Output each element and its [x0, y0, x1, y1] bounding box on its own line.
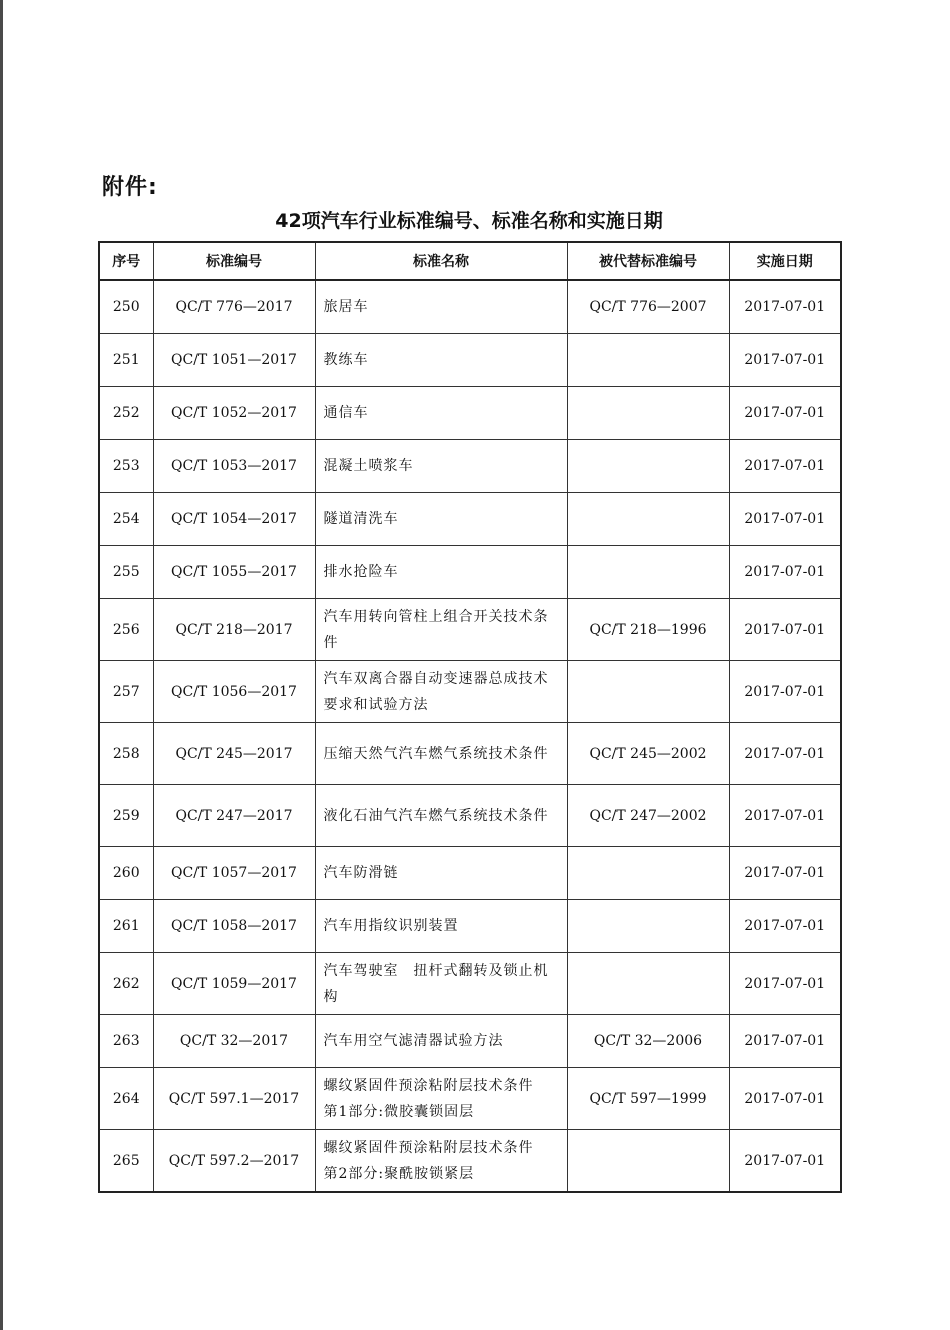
table-row [99, 334, 841, 387]
table-row [99, 546, 841, 599]
seq-cell: 250 [99, 280, 153, 334]
name-cell: 教练车 [315, 334, 567, 387]
name-cell: 汽车防滑链 [315, 847, 567, 900]
code-cell: QC/T 1054—2017 [153, 493, 315, 546]
replaced-cell [567, 953, 729, 1015]
name-cell: 旅居车 [315, 280, 567, 334]
table-row [99, 599, 841, 661]
replaced-cell [567, 387, 729, 440]
seq-cell: 263 [99, 1015, 153, 1068]
table-row [99, 440, 841, 493]
code-cell: QC/T 1052—2017 [153, 387, 315, 440]
seq-cell: 261 [99, 900, 153, 953]
seq-cell: 264 [99, 1068, 153, 1130]
date-cell: 2017-07-01 [729, 661, 841, 723]
code-cell: QC/T 1056—2017 [153, 661, 315, 723]
seq-cell: 260 [99, 847, 153, 900]
date-cell: 2017-07-01 [729, 334, 841, 387]
code-cell: QC/T 32—2017 [153, 1015, 315, 1068]
replaced-cell [567, 546, 729, 599]
code-cell: QC/T 1058—2017 [153, 900, 315, 953]
header-replaced: 被代替标准编号 [567, 242, 729, 280]
date-cell: 2017-07-01 [729, 1015, 841, 1068]
replaced-cell [567, 847, 729, 900]
header-name: 标准名称 [315, 242, 567, 280]
replaced-cell: QC/T 776—2007 [567, 280, 729, 334]
code-cell: QC/T 776—2017 [153, 280, 315, 334]
replaced-cell: QC/T 218—1996 [567, 599, 729, 661]
seq-cell: 253 [99, 440, 153, 493]
table-row [99, 1068, 841, 1130]
standards-table [98, 241, 842, 1193]
code-cell: QC/T 1053—2017 [153, 440, 315, 493]
replaced-cell [567, 493, 729, 546]
date-cell: 2017-07-01 [729, 953, 841, 1015]
name-cell: 汽车双离合器自动变速器总成技术要求和试验方法 [315, 661, 567, 723]
seq-cell: 251 [99, 334, 153, 387]
table-row [99, 280, 841, 334]
name-cell: 螺纹紧固件预涂粘附层技术条件 第2部分:聚酰胺锁紧层 [315, 1130, 567, 1193]
date-cell: 2017-07-01 [729, 440, 841, 493]
table-row [99, 1130, 841, 1193]
date-cell: 2017-07-01 [729, 1130, 841, 1193]
table-row [99, 900, 841, 953]
replaced-cell: QC/T 32—2006 [567, 1015, 729, 1068]
header-seq: 序号 [99, 242, 153, 280]
table-row [99, 387, 841, 440]
replaced-cell [567, 334, 729, 387]
table-header-row [99, 242, 841, 280]
date-cell: 2017-07-01 [729, 723, 841, 785]
name-cell: 汽车用空气滤清器试验方法 [315, 1015, 567, 1068]
seq-cell: 265 [99, 1130, 153, 1193]
seq-cell: 259 [99, 785, 153, 847]
date-cell: 2017-07-01 [729, 387, 841, 440]
name-cell: 通信车 [315, 387, 567, 440]
attachment-label: 附件: [102, 175, 158, 200]
code-cell: QC/T 597.2—2017 [153, 1130, 315, 1193]
replaced-cell [567, 900, 729, 953]
table-row [99, 1015, 841, 1068]
date-cell: 2017-07-01 [729, 1068, 841, 1130]
code-cell: QC/T 247—2017 [153, 785, 315, 847]
code-cell: QC/T 218—2017 [153, 599, 315, 661]
name-cell: 混凝土喷浆车 [315, 440, 567, 493]
name-cell: 汽车用转向管柱上组合开关技术条件 [315, 599, 567, 661]
header-date: 实施日期 [729, 242, 841, 280]
name-cell: 液化石油气汽车燃气系统技术条件 [315, 785, 567, 847]
code-cell: QC/T 245—2017 [153, 723, 315, 785]
replaced-cell [567, 1130, 729, 1193]
table-row [99, 953, 841, 1015]
table-row [99, 785, 841, 847]
seq-cell: 252 [99, 387, 153, 440]
date-cell: 2017-07-01 [729, 900, 841, 953]
replaced-cell: QC/T 245—2002 [567, 723, 729, 785]
page-left-edge [0, 0, 3, 1330]
replaced-cell [567, 661, 729, 723]
table-row [99, 493, 841, 546]
document-title: 42项汽车行业标准编号、标准名称和实施日期 [275, 210, 663, 232]
date-cell: 2017-07-01 [729, 599, 841, 661]
date-cell: 2017-07-01 [729, 280, 841, 334]
date-cell: 2017-07-01 [729, 546, 841, 599]
seq-cell: 262 [99, 953, 153, 1015]
code-cell: QC/T 597.1—2017 [153, 1068, 315, 1130]
seq-cell: 254 [99, 493, 153, 546]
seq-cell: 257 [99, 661, 153, 723]
date-cell: 2017-07-01 [729, 785, 841, 847]
name-cell: 汽车用指纹识别装置 [315, 900, 567, 953]
code-cell: QC/T 1051—2017 [153, 334, 315, 387]
code-cell: QC/T 1055—2017 [153, 546, 315, 599]
table-row [99, 847, 841, 900]
code-cell: QC/T 1057—2017 [153, 847, 315, 900]
seq-cell: 256 [99, 599, 153, 661]
seq-cell: 255 [99, 546, 153, 599]
table-row [99, 723, 841, 785]
date-cell: 2017-07-01 [729, 847, 841, 900]
date-cell: 2017-07-01 [729, 493, 841, 546]
name-cell: 汽车驾驶室 扭杆式翻转及锁止机构 [315, 953, 567, 1015]
code-cell: QC/T 1059—2017 [153, 953, 315, 1015]
name-cell: 螺纹紧固件预涂粘附层技术条件 第1部分:微胶囊锁固层 [315, 1068, 567, 1130]
header-code: 标准编号 [153, 242, 315, 280]
name-cell: 隧道清洗车 [315, 493, 567, 546]
table-row [99, 661, 841, 723]
seq-cell: 258 [99, 723, 153, 785]
name-cell: 压缩天然气汽车燃气系统技术条件 [315, 723, 567, 785]
replaced-cell [567, 440, 729, 493]
name-cell: 排水抢险车 [315, 546, 567, 599]
replaced-cell: QC/T 247—2002 [567, 785, 729, 847]
replaced-cell: QC/T 597—1999 [567, 1068, 729, 1130]
